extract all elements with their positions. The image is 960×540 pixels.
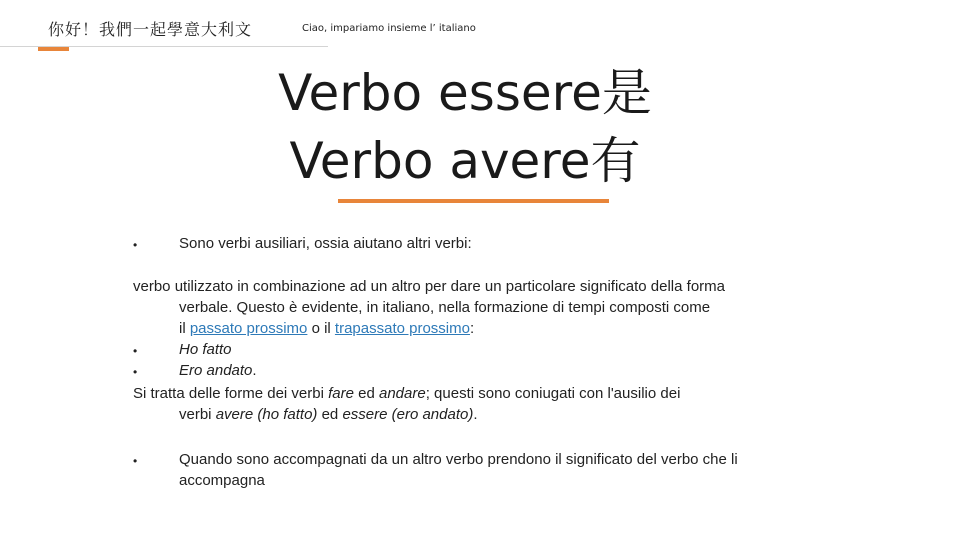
text-fragment: il: [179, 320, 190, 337]
bullet-marker: •: [133, 365, 138, 379]
paragraph-line: verbale. Questo è evidente, in italiano, nella formazione di tempi composti come: [179, 299, 711, 316]
example-text: Ho fatto: [179, 341, 232, 358]
header-accent-bar: [38, 47, 69, 51]
bullet-marker: •: [133, 454, 138, 468]
verb-avere: avere (ho fatto): [215, 406, 318, 423]
bullet-marker: •: [133, 344, 138, 358]
text-fragment: .: [252, 362, 257, 379]
trapassato-prossimo-link[interactable]: trapassato prossimo: [334, 320, 470, 337]
paragraph-line: [179, 318, 474, 339]
text-fragment: ; questi sono coniugati con l'ausilio dei: [425, 385, 681, 402]
text-fragment: Si tratta delle forme dei verbi: [133, 385, 329, 402]
example-item-2: [179, 360, 257, 381]
title-underline-bar: [338, 199, 609, 203]
text-fragment: .: [473, 406, 478, 423]
header-title-chinese: 你好！我們一起學意大利文: [48, 20, 253, 39]
text-fragment: ed: [353, 385, 379, 402]
slide-title-line1: Verbo essere是: [278, 64, 652, 122]
verb-andare: andare: [378, 385, 426, 402]
verb-fare: fare: [328, 385, 354, 402]
example-item-1: [179, 339, 232, 360]
text-fragment: :: [469, 320, 475, 337]
text-fragment: o il: [307, 320, 335, 337]
bullet-marker: •: [133, 238, 138, 252]
bullet-text-1: Sono verbi ausiliari, ossia aiutano altri verbi:: [179, 235, 472, 252]
verb-essere: essere (ero andato): [342, 406, 474, 423]
paragraph-line: [133, 383, 680, 404]
text-fragment: ed: [317, 406, 343, 423]
slide-title-line2: Verbo avere有: [289, 132, 641, 190]
example-text: Ero andato: [179, 362, 253, 379]
text-fragment: verbi: [179, 406, 216, 423]
passato-prossimo-link[interactable]: passato prossimo: [189, 320, 308, 337]
paragraph-line: [179, 404, 478, 425]
header-title-italian: Ciao, impariamo insieme l’ italiano: [302, 23, 476, 34]
paragraph-line: verbo utilizzato in combinazione ad un altro per dare un particolare significato della forma: [133, 278, 725, 295]
bullet-text-2: Quando sono accompagnati da un altro verbo prendono il significato del verbo che li: [179, 451, 738, 468]
bullet-text-2-cont: accompagna: [179, 472, 265, 489]
